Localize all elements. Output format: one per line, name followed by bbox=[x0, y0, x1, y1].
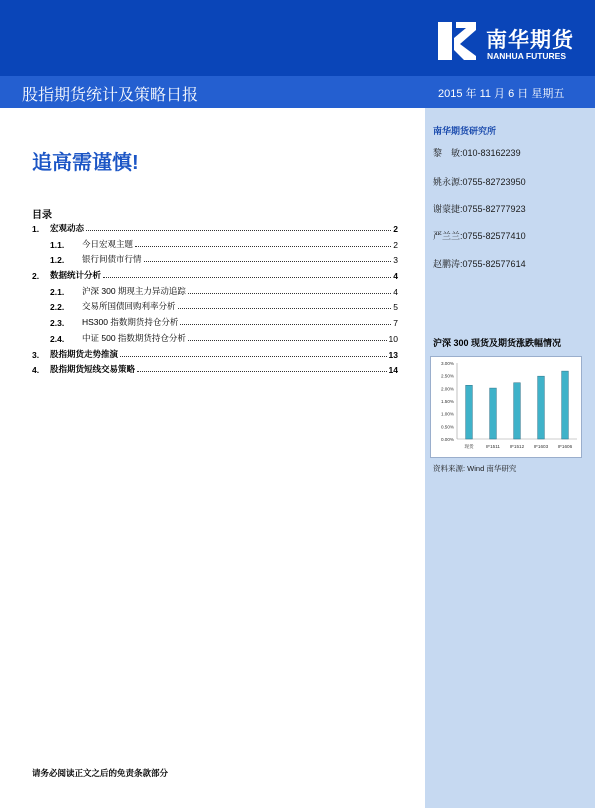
futures-change-chart bbox=[430, 356, 582, 458]
bar bbox=[514, 383, 521, 439]
chart-source: 资料来源: Wind 南华研究 bbox=[433, 464, 517, 473]
toc-label: 交易所国债回购利率分析 bbox=[82, 301, 176, 311]
toc-page: 4 bbox=[393, 287, 398, 297]
toc-leader bbox=[135, 246, 391, 247]
toc-page: 4 bbox=[393, 271, 398, 281]
y-tick-label: 0.50% bbox=[440, 424, 454, 430]
x-tick-label: IF1512 bbox=[509, 444, 525, 449]
toc-leader bbox=[137, 371, 387, 372]
contact-item bbox=[433, 257, 526, 270]
company-logo bbox=[436, 20, 586, 66]
toc-number: 2.4. bbox=[50, 334, 65, 344]
toc-number: 1.1. bbox=[50, 240, 65, 250]
logo-text-cn: 南华期货 bbox=[486, 29, 574, 52]
contact-item bbox=[433, 202, 526, 215]
bar bbox=[538, 376, 545, 439]
toc-page: 5 bbox=[393, 302, 398, 312]
y-tick-label: 0.00% bbox=[440, 437, 454, 442]
toc-leader bbox=[86, 230, 391, 231]
toc-number: 1. bbox=[32, 224, 40, 234]
toc-label: 沪深 300 期现主力异动追踪 bbox=[82, 286, 186, 296]
toc-label: 银行间债市行情 bbox=[82, 254, 142, 264]
y-tick-label: 2.50% bbox=[440, 373, 454, 379]
x-tick-label: 现货 bbox=[464, 444, 474, 449]
x-tick-label: IF1606 bbox=[557, 444, 573, 449]
contact-name: 严兰兰: bbox=[433, 231, 463, 241]
toc-number: 4. bbox=[32, 365, 40, 375]
toc-leader bbox=[144, 261, 392, 262]
bar bbox=[562, 371, 569, 439]
toc-page: 10 bbox=[388, 334, 398, 344]
contact-item bbox=[433, 175, 526, 188]
contact-phone: 0755-82577410 bbox=[462, 231, 526, 241]
contact-item bbox=[433, 146, 521, 159]
contact-phone: 0755-82723950 bbox=[462, 177, 526, 187]
toc-heading: 目录 bbox=[32, 210, 52, 221]
toc-item[interactable] bbox=[50, 283, 398, 297]
toc-label: 股指期货短线交易策略 bbox=[50, 364, 136, 374]
toc-label: 宏观动态 bbox=[50, 223, 85, 233]
chart-title: 沪深 300 现货及期货涨跌幅情况 bbox=[433, 338, 562, 348]
toc-item[interactable] bbox=[50, 298, 398, 312]
toc-item[interactable] bbox=[50, 251, 398, 265]
nanhua-logo-icon bbox=[436, 20, 478, 62]
toc-leader bbox=[178, 308, 392, 309]
toc-number: 3. bbox=[32, 350, 40, 360]
y-tick-label: 1.50% bbox=[440, 399, 454, 404]
toc-number: 2.3. bbox=[50, 318, 65, 328]
contact-name: 黎 敏: bbox=[433, 148, 463, 158]
toc-leader bbox=[103, 277, 391, 278]
bar-chart bbox=[431, 357, 581, 457]
toc-label: HS300 指数期货持仓分析 bbox=[82, 317, 179, 327]
toc-item[interactable] bbox=[32, 361, 398, 375]
toc-page: 2 bbox=[393, 224, 398, 234]
toc-item[interactable] bbox=[50, 236, 398, 250]
toc-page: 2 bbox=[393, 240, 398, 250]
bar bbox=[466, 385, 473, 439]
y-tick-label: 3.00% bbox=[440, 361, 454, 366]
toc-page: 14 bbox=[388, 365, 398, 375]
toc-item[interactable] bbox=[50, 330, 398, 344]
contact-phone: 0755-82577614 bbox=[462, 259, 526, 269]
y-tick-label: 2.00% bbox=[440, 386, 454, 392]
contact-phone: 0755-82777923 bbox=[462, 204, 526, 214]
toc-number: 2. bbox=[32, 271, 40, 281]
toc-label: 股指期货走势推演 bbox=[50, 349, 119, 359]
contact-name: 谢蒙捷: bbox=[433, 204, 463, 214]
contact-item bbox=[433, 229, 526, 242]
contact-name: 赵鹏涛: bbox=[433, 259, 463, 269]
toc-number: 1.2. bbox=[50, 255, 65, 265]
report-title: 股指期货统计及策略日报 bbox=[22, 87, 199, 104]
toc-item[interactable] bbox=[50, 314, 398, 328]
toc-page: 7 bbox=[393, 318, 398, 328]
bar bbox=[490, 388, 497, 439]
y-tick-label: 1.00% bbox=[440, 411, 454, 417]
toc-label: 今日宏观主题 bbox=[82, 239, 134, 249]
toc-item[interactable] bbox=[32, 346, 398, 360]
contact-phone: 010-83162239 bbox=[462, 148, 521, 158]
main-title: 追高需谨慎! bbox=[32, 152, 139, 174]
toc-leader bbox=[120, 356, 387, 357]
toc-page: 3 bbox=[393, 255, 398, 265]
logo-text-en: NANHUA FUTURES bbox=[487, 51, 567, 61]
toc-page: 13 bbox=[388, 350, 398, 360]
toc-leader bbox=[188, 340, 387, 341]
x-tick-label: IF1511 bbox=[486, 444, 500, 449]
toc-number: 2.1. bbox=[50, 287, 65, 297]
toc-number: 2.2. bbox=[50, 302, 65, 312]
toc-label: 中证 500 指数期货持仓分析 bbox=[82, 333, 186, 343]
institute-heading: 南华期货研究所 bbox=[433, 126, 497, 136]
x-tick-label: IF1603 bbox=[533, 444, 549, 449]
toc-leader bbox=[188, 293, 391, 294]
contact-name: 姚永源: bbox=[433, 177, 463, 187]
toc-leader bbox=[180, 324, 391, 325]
toc-item[interactable] bbox=[32, 220, 398, 234]
report-date: 2015 年 11 月 6 日 星期五 bbox=[438, 88, 565, 100]
disclaimer: 请务必阅读正文之后的免责条款部分 bbox=[32, 768, 169, 778]
toc-item[interactable] bbox=[32, 267, 398, 281]
toc-label: 数据统计分析 bbox=[50, 270, 102, 280]
